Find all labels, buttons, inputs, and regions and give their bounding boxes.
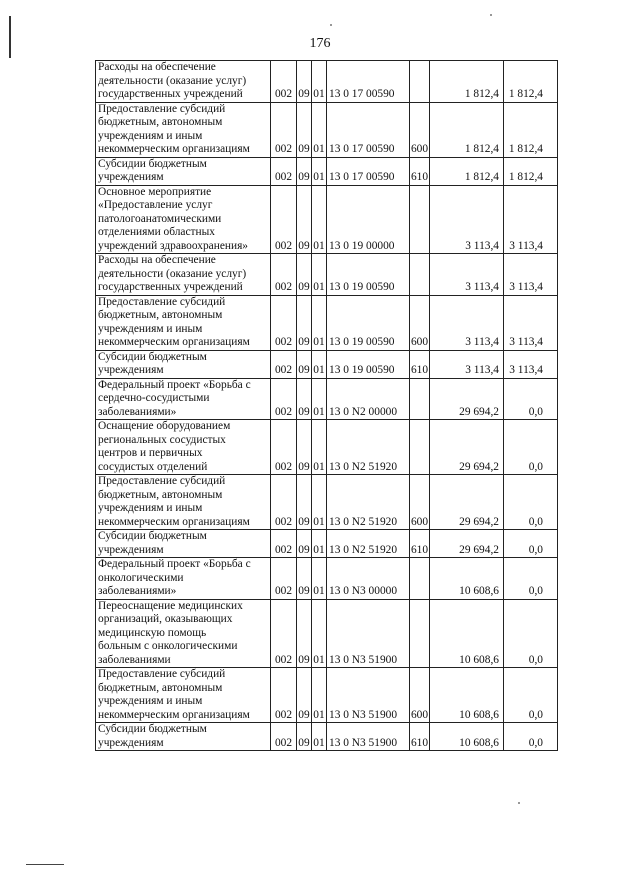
section-code: 09 [297, 420, 312, 475]
amount-year-2: 0,0 [504, 558, 558, 600]
description-line: Расходы на обеспечение [98, 254, 216, 266]
description-line: Субсидии бюджетным [98, 723, 207, 735]
subsection-code: 01 [312, 254, 327, 296]
section-code: 09 [297, 378, 312, 420]
description-line: деятельности (оказание услуг) [98, 267, 247, 280]
amount-year-2: 0,0 [504, 723, 558, 751]
table-row [96, 254, 558, 296]
subsection-code: 01 [312, 157, 327, 185]
ministry-code: 002 [271, 295, 297, 350]
section-code: 09 [297, 185, 312, 254]
amount-year-1: 29 694,2 [430, 420, 504, 475]
table-row [96, 475, 558, 530]
row-description [96, 420, 271, 475]
description-line: заболеваниями» [98, 405, 177, 418]
amount-year-1: 29 694,2 [430, 475, 504, 530]
target-article-code: 13 0 N2 51920 [327, 420, 410, 475]
description-line: Субсидии бюджетным [98, 350, 207, 363]
description-line: Основное мероприятие [98, 185, 212, 198]
section-code: 09 [297, 61, 312, 103]
scan-dot [518, 802, 520, 804]
ministry-code: 002 [271, 102, 297, 157]
table-row [96, 530, 558, 558]
amount-year-1: 1 812,4 [430, 61, 504, 103]
description-line: онкологическими [98, 571, 184, 584]
row-description [96, 668, 271, 723]
section-code: 09 [297, 254, 312, 296]
target-article-code: 13 0 N3 51900 [327, 668, 410, 723]
target-article-code: 13 0 N2 51920 [327, 475, 410, 530]
description-line: Расходы на обеспечение [98, 61, 216, 73]
ministry-code: 002 [271, 254, 297, 296]
amount-year-2: 3 113,4 [504, 185, 558, 254]
ministry-code: 002 [271, 157, 297, 185]
description-line: бюджетным, автономным [98, 116, 223, 128]
target-article-code: 13 0 N2 51920 [327, 530, 410, 558]
section-code: 09 [297, 668, 312, 723]
budget-table [95, 60, 558, 751]
table-row [96, 185, 558, 254]
amount-year-1: 3 113,4 [430, 185, 504, 254]
amount-year-2: 0,0 [504, 530, 558, 558]
description-line: бюджетным, автономным [98, 681, 223, 694]
row-description [96, 185, 271, 254]
table-row [96, 558, 558, 600]
amount-year-1: 3 113,4 [430, 295, 504, 350]
expense-type-code [410, 254, 430, 296]
subsection-code: 01 [312, 668, 327, 723]
subsection-code: 01 [312, 378, 327, 420]
description-line: Предоставление субсидий [98, 475, 226, 487]
section-code: 09 [297, 157, 312, 185]
section-code: 09 [297, 350, 312, 378]
row-description [96, 558, 271, 600]
description-line: Федеральный проект «Борьба с [98, 558, 251, 570]
amount-year-1: 1 812,4 [430, 157, 504, 185]
subsection-code: 01 [312, 420, 327, 475]
target-article-code: 13 0 19 00590 [327, 350, 410, 378]
description-line: Федеральный проект «Борьба с [98, 378, 251, 391]
ministry-code: 002 [271, 723, 297, 751]
expense-type-code: 610 [410, 350, 430, 378]
table-row [96, 420, 558, 475]
row-description [96, 295, 271, 350]
amount-year-2: 3 113,4 [504, 254, 558, 296]
description-line: деятельности (оказание услуг) [98, 74, 247, 87]
bottom-mark [26, 864, 64, 865]
target-article-code: 13 0 17 00590 [327, 157, 410, 185]
description-line: учреждениям [98, 543, 164, 556]
section-code: 09 [297, 295, 312, 350]
target-article-code: 13 0 N3 51900 [327, 599, 410, 668]
subsection-code: 01 [312, 723, 327, 751]
target-article-code: 13 0 19 00590 [327, 254, 410, 296]
section-code: 09 [297, 723, 312, 751]
amount-year-2: 1 812,4 [504, 157, 558, 185]
table-row [96, 102, 558, 157]
section-code: 09 [297, 530, 312, 558]
description-line: учреждениям [98, 171, 164, 183]
description-line: некоммерческим организациям [98, 708, 250, 721]
row-description [96, 475, 271, 530]
scan-dot [330, 24, 332, 26]
ministry-code: 002 [271, 378, 297, 420]
description-line: отделениями областных [98, 226, 215, 238]
amount-year-2: 0,0 [504, 475, 558, 530]
row-description [96, 723, 271, 751]
amount-year-1: 29 694,2 [430, 530, 504, 558]
amount-year-1: 1 812,4 [430, 102, 504, 157]
target-article-code: 13 0 N2 00000 [327, 378, 410, 420]
description-line: учреждениям [98, 736, 164, 749]
row-description [96, 61, 271, 103]
description-line: заболеваниями [98, 653, 171, 666]
row-description [96, 254, 271, 296]
ministry-code: 002 [271, 558, 297, 600]
description-line: государственных учреждений [98, 281, 243, 293]
description-line: некоммерческим организациям [98, 515, 250, 528]
subsection-code: 01 [312, 102, 327, 157]
description-line: Предоставление субсидий [98, 668, 226, 680]
description-line: бюджетным, автономным [98, 309, 223, 321]
description-line: организаций, оказывающих [98, 613, 233, 625]
amount-year-1: 10 608,6 [430, 723, 504, 751]
description-line: центров и первичных [98, 447, 203, 459]
amount-year-1: 10 608,6 [430, 599, 504, 668]
description-line: учреждениям и иным [98, 322, 203, 335]
amount-year-1: 3 113,4 [430, 254, 504, 296]
ministry-code: 002 [271, 599, 297, 668]
section-code: 09 [297, 475, 312, 530]
target-article-code: 13 0 17 00590 [327, 102, 410, 157]
scan-dot [490, 14, 492, 16]
table-row [96, 599, 558, 668]
subsection-code: 01 [312, 61, 327, 103]
description-line: патологоанатомическими [98, 212, 222, 225]
description-line: медицинскую помощь [98, 626, 207, 639]
amount-year-2: 0,0 [504, 378, 558, 420]
description-line: учреждениям и иным [98, 502, 203, 514]
table-body [96, 61, 558, 751]
amount-year-1: 3 113,4 [430, 350, 504, 378]
description-line: региональных сосудистых [98, 433, 226, 446]
ministry-code: 002 [271, 530, 297, 558]
subsection-code: 01 [312, 558, 327, 600]
section-code: 09 [297, 599, 312, 668]
description-line: бюджетным, автономным [98, 488, 223, 501]
table-row [96, 723, 558, 751]
description-line: Предоставление субсидий [98, 102, 226, 115]
description-line: Субсидии бюджетным [98, 157, 207, 170]
subsection-code: 01 [312, 185, 327, 254]
expense-type-code: 600 [410, 668, 430, 723]
description-line: учреждениям и иным [98, 695, 203, 707]
page-number: 176 [309, 36, 331, 51]
table-row [96, 61, 558, 103]
description-line: Субсидии бюджетным [98, 530, 207, 542]
expense-type-code: 610 [410, 530, 430, 558]
description-line: Переоснащение медицинских [98, 599, 243, 612]
section-code: 09 [297, 102, 312, 157]
description-line: Предоставление субсидий [98, 295, 226, 308]
table-row [96, 350, 558, 378]
amount-year-2: 1 812,4 [504, 102, 558, 157]
description-line: учреждениям и иным [98, 129, 203, 142]
ministry-code: 002 [271, 61, 297, 103]
row-description [96, 530, 271, 558]
section-code: 09 [297, 558, 312, 600]
subsection-code: 01 [312, 475, 327, 530]
description-line: сердечно-сосудистыми [98, 392, 210, 404]
expense-type-code [410, 378, 430, 420]
row-description [96, 350, 271, 378]
description-line: государственных учреждений [98, 88, 243, 100]
expense-type-code [410, 599, 430, 668]
amount-year-2: 1 812,4 [504, 61, 558, 103]
table-row [96, 295, 558, 350]
target-article-code: 13 0 17 00590 [327, 61, 410, 103]
ministry-code: 002 [271, 420, 297, 475]
description-line: учреждениям [98, 364, 164, 376]
amount-year-2: 0,0 [504, 668, 558, 723]
ministry-code: 002 [271, 350, 297, 378]
description-line: сосудистых отделений [98, 460, 208, 473]
row-description [96, 157, 271, 185]
amount-year-2: 3 113,4 [504, 350, 558, 378]
amount-year-1: 10 608,6 [430, 558, 504, 600]
expense-type-code [410, 185, 430, 254]
amount-year-1: 29 694,2 [430, 378, 504, 420]
target-article-code: 13 0 19 00590 [327, 295, 410, 350]
subsection-code: 01 [312, 350, 327, 378]
row-description [96, 378, 271, 420]
target-article-code: 13 0 N3 00000 [327, 558, 410, 600]
description-line: «Предоставление услуг [98, 199, 213, 211]
amount-year-1: 10 608,6 [430, 668, 504, 723]
description-line: учреждений здравоохранения» [98, 239, 249, 252]
ministry-code: 002 [271, 475, 297, 530]
subsection-code: 01 [312, 530, 327, 558]
description-line: Оснащение оборудованием [98, 420, 231, 432]
expense-type-code: 600 [410, 295, 430, 350]
target-article-code: 13 0 N3 51900 [327, 723, 410, 751]
table-row [96, 668, 558, 723]
amount-year-2: 0,0 [504, 420, 558, 475]
row-description [96, 599, 271, 668]
description-line: заболеваниями» [98, 585, 177, 597]
table-row [96, 157, 558, 185]
description-line: некоммерческим организациям [98, 143, 250, 155]
target-article-code: 13 0 19 00000 [327, 185, 410, 254]
expense-type-code: 610 [410, 157, 430, 185]
subsection-code: 01 [312, 295, 327, 350]
description-line: больным с онкологическими [98, 640, 238, 652]
row-description [96, 102, 271, 157]
ministry-code: 002 [271, 185, 297, 254]
amount-year-2: 3 113,4 [504, 295, 558, 350]
subsection-code: 01 [312, 599, 327, 668]
amount-year-2: 0,0 [504, 599, 558, 668]
table-row [96, 378, 558, 420]
expense-type-code [410, 558, 430, 600]
description-line: некоммерческим организациям [98, 336, 250, 348]
expense-type-code [410, 61, 430, 103]
ministry-code: 002 [271, 668, 297, 723]
expense-type-code: 600 [410, 475, 430, 530]
expense-type-code [410, 420, 430, 475]
expense-type-code: 610 [410, 723, 430, 751]
expense-type-code: 600 [410, 102, 430, 157]
